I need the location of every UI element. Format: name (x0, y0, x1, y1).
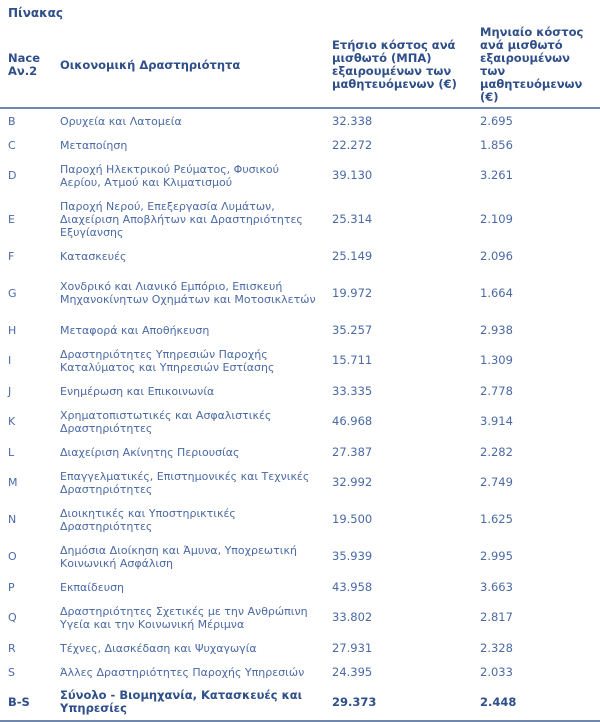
row-code: G (8, 286, 17, 300)
row-monthly-cost: 3.261 (480, 168, 513, 182)
row-monthly-cost: 2.778 (480, 383, 513, 398)
row-annual-cost: 46.968 (332, 414, 373, 428)
row-code: N (8, 513, 17, 526)
row-annual-cost: 39.130 (332, 168, 373, 182)
table-row (0, 133, 600, 157)
row-code: E (8, 212, 15, 226)
table-total-row (0, 684, 600, 721)
row-code: Q (8, 611, 17, 624)
table-row (0, 403, 600, 440)
row-activity: Κατασκευές (60, 249, 127, 263)
total-activity: Σύνολο - Βιομηχανία, Κατασκευές και Υπηρεσίες (52, 684, 324, 721)
row-monthly-cost: 2.995 (480, 549, 513, 563)
row-annual-cost: 27.931 (332, 640, 373, 655)
row-code: J (8, 384, 12, 398)
header-activity: Οικονομική Δραστηριότητα (52, 22, 324, 108)
row-monthly-cost: 2.938 (480, 322, 513, 337)
row-annual-cost: 33.335 (332, 383, 373, 398)
row-activity: Διαχείριση Ακίνητης Περιουσίας (60, 445, 240, 459)
row-code: R (8, 641, 16, 655)
row-code: S (8, 665, 15, 679)
row-activity: Εκπαίδευση (60, 580, 125, 594)
row-annual-cost: 19.972 (332, 285, 373, 300)
row-annual-cost: 35.939 (332, 549, 373, 563)
row-activity: Τέχνες, Διασκέδαση και Ψυχαγωγία (60, 641, 257, 655)
row-monthly-cost: 1.664 (480, 285, 513, 300)
row-code: P (8, 580, 15, 594)
row-annual-cost: 27.387 (332, 444, 373, 459)
row-activity: Ορυχεία και Λατομεία (60, 114, 182, 128)
header-monthly: Μηνιαίο κόστος ανά μισθωτό εξαιρουμένων των μαθητευόμενων (€) (472, 22, 600, 108)
table-row (0, 575, 600, 599)
row-activity: Μεταποίηση (60, 138, 128, 152)
row-activity: Ενημέρωση και Επικοινωνία (60, 384, 215, 398)
row-annual-cost: 43.958 (332, 579, 373, 594)
row-annual-cost: 24.395 (332, 664, 373, 679)
row-monthly-cost: 2.817 (480, 610, 513, 624)
row-monthly-cost: 3.663 (480, 579, 513, 594)
row-activity: Χονδρικό και Λιανικό Εμπόριο, Επισκευή Μηχανοκίνητων Οχημάτων και Μοτοσικλετών (60, 280, 316, 306)
row-code: M (8, 476, 18, 489)
row-monthly-cost: 2.328 (480, 640, 513, 655)
table-caption: Πίνακας (8, 6, 64, 20)
total-code: B-S (0, 684, 52, 721)
row-monthly-cost: 1.856 (480, 137, 513, 152)
row-annual-cost: 32.338 (332, 113, 373, 128)
table-row (0, 194, 600, 244)
row-activity: Χρηματοπιστωτικές και Ασφαλιστικές Δραστηριότητες (60, 408, 272, 435)
row-activity: Επαγγελματικές, Επιστημονικές και Τεχνικές Δραστηριότητες (60, 469, 310, 496)
row-monthly-cost: 1.625 (480, 512, 513, 526)
row-monthly-cost: 3.914 (480, 414, 513, 428)
row-code: D (8, 169, 17, 182)
table-row (0, 342, 600, 379)
row-monthly-cost: 2.033 (480, 664, 513, 679)
table-row (0, 440, 600, 464)
table-row (0, 318, 600, 342)
table-row (0, 660, 600, 684)
row-activity: Άλλες Δραστηριότητες Παροχής Υπηρεσιών (60, 665, 305, 679)
row-activity: Δημόσια Διοίκηση και Άμυνα, Υποχρεωτική Κοινωνική Ασφάλιση (60, 543, 297, 570)
row-monthly-cost: 2.282 (480, 444, 513, 459)
table-row (0, 501, 600, 538)
row-activity: Δραστηριότητες Υπηρεσιών Παροχής Καταλύματος και Υπηρεσιών Εστίασης (60, 347, 275, 374)
table-row (0, 268, 600, 318)
row-monthly-cost: 2.109 (480, 211, 513, 226)
row-activity: Παροχή Νερού, Επεξεργασία Λυμάτων, Διαχείριση Αποβλήτων και Δραστηριότητες Εξυγίανσης (60, 199, 303, 239)
row-annual-cost: 25.149 (332, 248, 373, 263)
row-activity: Μεταφορά και Αποθήκευση (60, 323, 210, 337)
row-annual-cost: 19.500 (332, 512, 373, 526)
row-annual-cost: 35.257 (332, 322, 373, 337)
total-annual-cost: 29.373 (324, 684, 472, 721)
table-row (0, 538, 600, 575)
row-monthly-cost: 2.695 (480, 113, 513, 128)
row-annual-cost: 22.272 (332, 137, 373, 152)
table-row (0, 157, 600, 194)
row-annual-cost: 15.711 (332, 353, 373, 367)
row-annual-cost: 25.314 (332, 211, 373, 226)
table-row (0, 108, 600, 133)
row-monthly-cost: 2.096 (480, 248, 513, 263)
row-activity: Διοικητικές και Υποστηρικτικές Δραστηριότητες (60, 506, 236, 533)
row-monthly-cost: 1.309 (480, 353, 513, 367)
row-code: F (8, 249, 15, 263)
row-code: O (8, 550, 17, 563)
total-monthly-cost: 2.448 (472, 684, 600, 721)
table-row (0, 636, 600, 660)
table-row (0, 464, 600, 501)
table-row (0, 599, 600, 636)
row-code: C (8, 138, 16, 152)
row-monthly-cost: 2.749 (480, 475, 513, 489)
row-code: I (8, 354, 12, 367)
header-code: Nace Αν.2 (0, 22, 52, 108)
table-row (0, 244, 600, 268)
row-activity: Παροχή Ηλεκτρικού Ρεύματος, Φυσικού Αερίου, Ατμού και Κλιματισμού (60, 162, 279, 189)
row-code: K (8, 415, 16, 428)
table-header-row (0, 22, 600, 108)
cost-table (0, 22, 600, 722)
row-annual-cost: 33.802 (332, 610, 373, 624)
row-code: L (8, 445, 15, 459)
row-annual-cost: 32.992 (332, 475, 373, 489)
table-row (0, 379, 600, 403)
header-annual: Ετήσιο κόστος ανά μισθωτό (ΜΠΑ) εξαιρουμένων των μαθητευόμενων (€) (324, 22, 472, 108)
row-activity: Δραστηριότητες Σχετικές με την Ανθρώπινη Υγεία και την Κοινωνική Μέριμνα (60, 604, 308, 631)
row-code: H (8, 323, 17, 337)
row-code: B (8, 114, 16, 128)
